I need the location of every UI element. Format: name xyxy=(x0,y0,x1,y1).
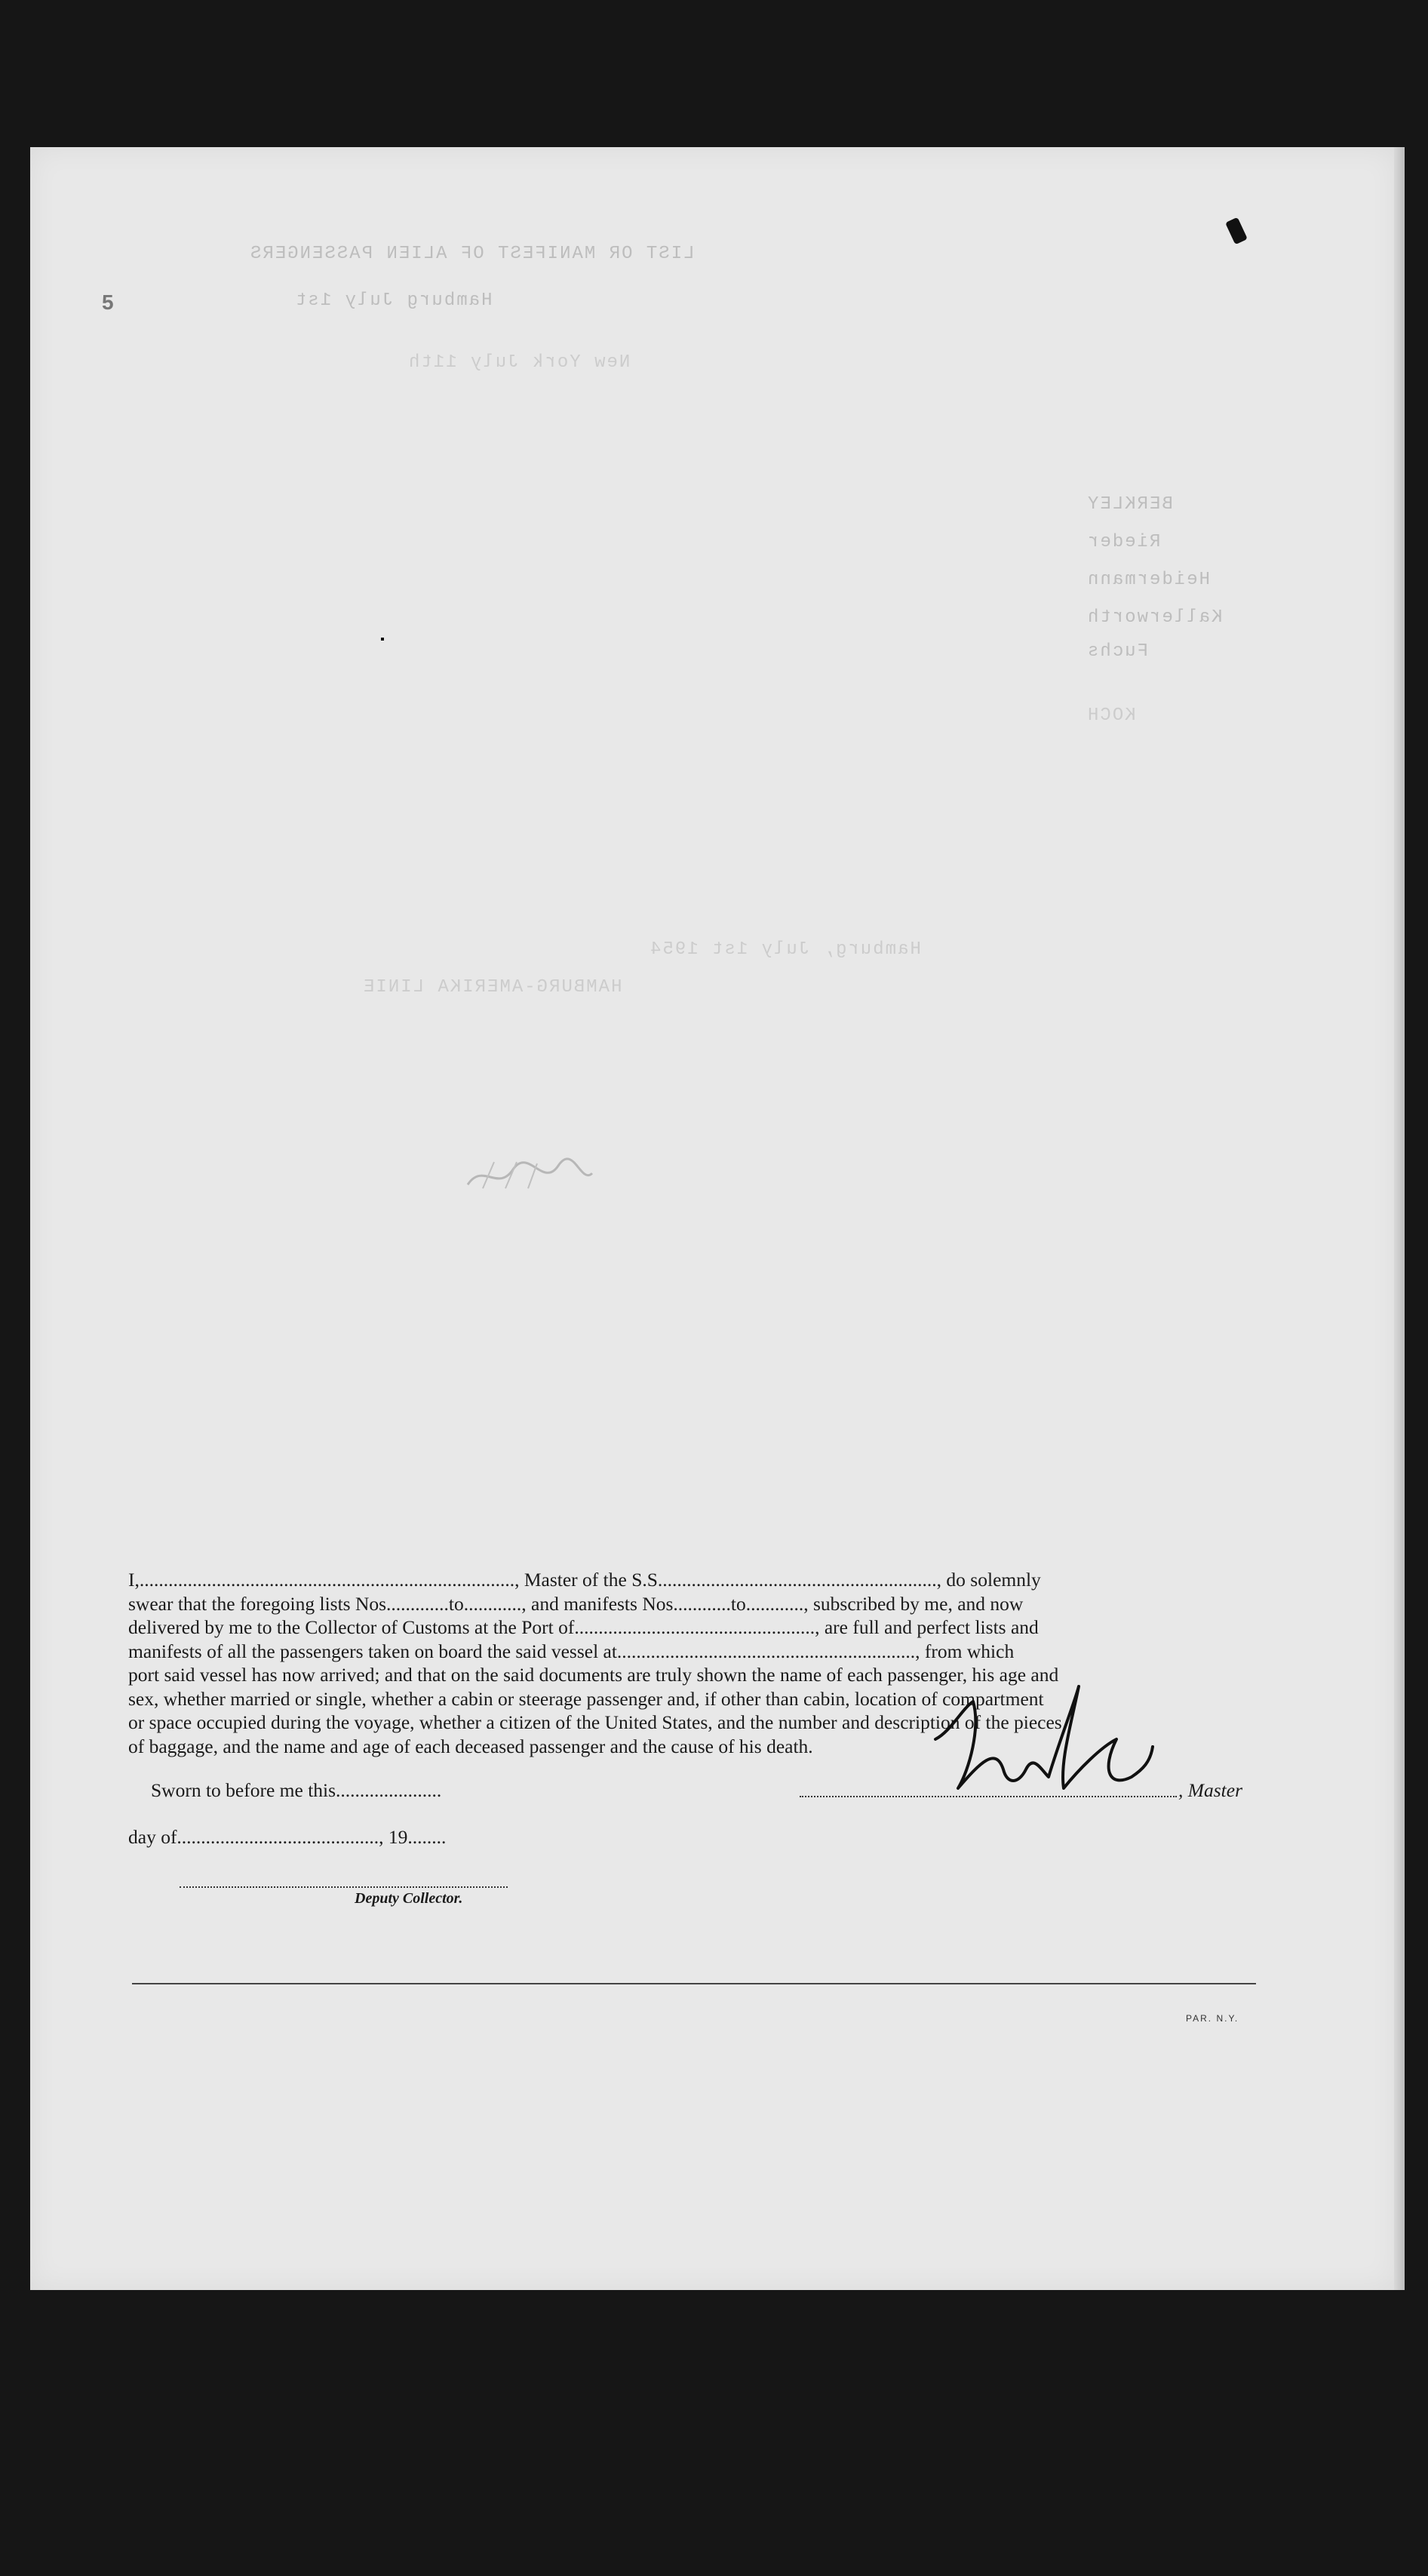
footer-code: PAR. N.Y. xyxy=(1186,2013,1239,2024)
master-signature xyxy=(928,1656,1154,1807)
bleed-name-6: KOCH xyxy=(1086,705,1136,726)
bleed-sailing: Hamburg July 1st xyxy=(294,290,493,311)
deputy-signature-line xyxy=(180,1886,508,1888)
deputy-collector-label: Deputy Collector. xyxy=(355,1890,463,1907)
bleed-name-1: BERKLEY xyxy=(1086,494,1173,515)
oath-line-3: delivered by me to the Collector of Customs at the Port of.................................................., are full and perfect lists and xyxy=(128,1616,1039,1638)
bleed-name-4: Kallerworth xyxy=(1086,607,1223,628)
bleed-arrival: New York July 11th xyxy=(407,352,631,373)
ink-mark-top xyxy=(1225,217,1248,245)
day-label: day of.........................................., 19........ xyxy=(128,1826,447,1848)
bleed-stamp-2: HAMBURG-AMERIKA LINIE xyxy=(362,977,622,998)
manifest-page xyxy=(30,147,1397,2290)
oath-line-6: sex, whether married or single, whether a cabin or steerage passenger and, if other than cabin, location of compartment xyxy=(128,1687,1044,1710)
faint-stamp-signature xyxy=(453,1147,603,1207)
page-number: 5 xyxy=(102,290,114,314)
oath-line-1: I,.............................................................................., Master of the S.S.........................................................., do solemnly xyxy=(128,1569,1041,1591)
bleed-name-3: Heidermann xyxy=(1086,570,1211,590)
oath-line-7: or space occupied during the voyage, whether a citizen of the United States, and the number and description of the pieces xyxy=(128,1711,1062,1733)
ink-speck xyxy=(381,638,384,641)
bleed-title: LIST OR MANIFEST OF ALIEN PASSENGERS xyxy=(249,244,695,264)
oath-line-5: port said vessel has now arrived; and that on the said documents are truly shown the name of each passenger, his age and xyxy=(128,1664,1059,1686)
bleed-name-2: Rieder xyxy=(1086,532,1161,552)
master-label: , Master xyxy=(1178,1779,1242,1801)
bleed-stamp-1: Hamburg, July 1st 1954 xyxy=(649,939,921,960)
oath-line-2: swear that the foregoing lists Nos.............to............, and manifests Nos............to............, subscribed by me, and now xyxy=(128,1592,1024,1615)
bleed-name-5: Fuchs xyxy=(1086,641,1149,662)
oath-line-4: manifests of all the passengers taken on board the said vessel at.............................................................., from which xyxy=(128,1640,1015,1662)
oath-line-8: of baggage, and the name and age of each deceased passenger and the cause of his death. xyxy=(128,1735,813,1757)
footer-rule xyxy=(132,1983,1256,1984)
sworn-label: Sworn to before me this...................... xyxy=(151,1779,442,1801)
